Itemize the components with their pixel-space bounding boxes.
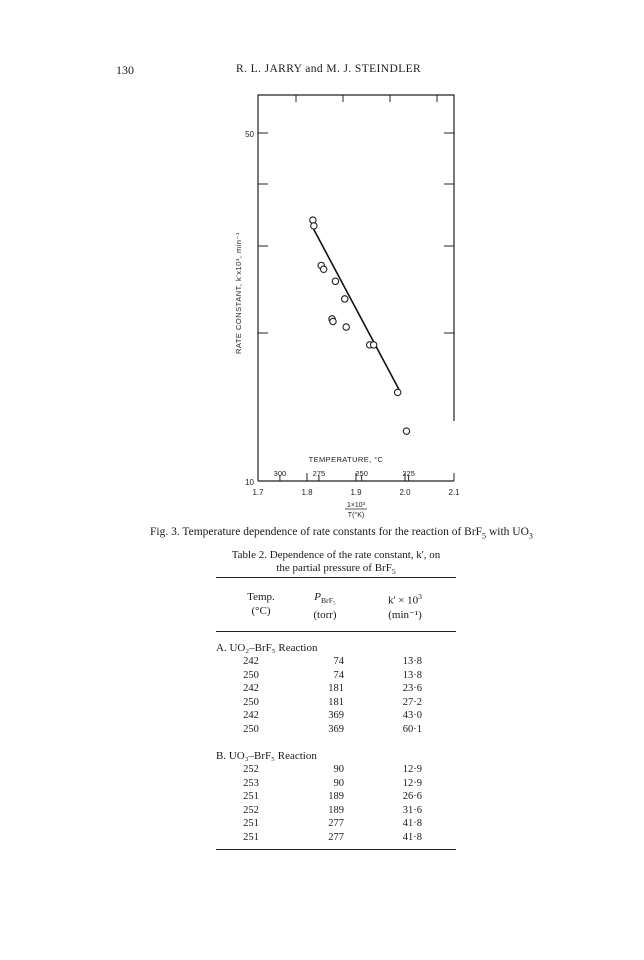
- table-cell-temp: 252: [243, 764, 259, 775]
- y-axis-label: RATE CONSTANT, k'x10³, min⁻¹: [234, 231, 243, 355]
- table-cell-rate: 31·6: [402, 804, 422, 816]
- table-top-rule: [216, 577, 456, 578]
- table-cell-temp: 251: [243, 818, 259, 830]
- table-caption: [216, 549, 456, 578]
- data-point-3: [320, 266, 326, 272]
- table-cell-temp: 250: [243, 724, 259, 735]
- table-cell-rate: 26·6: [402, 791, 422, 803]
- table-cell-pressure: 90: [333, 777, 344, 789]
- table-cell-rate: 41·8: [402, 818, 422, 830]
- data-point-8: [343, 324, 349, 330]
- data-point-1: [311, 223, 317, 229]
- temp-tick-label-0: 300: [273, 469, 287, 478]
- temp-tick-label-1: 275: [312, 469, 326, 478]
- table-cell-pressure: 181: [328, 696, 344, 708]
- section-title-a: A. UO₂–BrF₅ Reaction: [216, 642, 318, 654]
- table-cell-temp: 242: [243, 683, 259, 695]
- x-tick-label-0: 1.7: [252, 488, 264, 497]
- table-cell-pressure: 189: [328, 791, 344, 803]
- running-head-authors: R. L. JARRY and M. J. STEINDLER: [236, 63, 422, 75]
- x-tick-label-2: 1.9: [350, 488, 362, 497]
- x-label-denominator: T(°K): [347, 512, 365, 519]
- x-tick-label-3: 2.0: [399, 488, 411, 497]
- table-cell-pressure: 74: [333, 656, 344, 667]
- data-point-5: [342, 296, 348, 302]
- temperature-axis-title: TEMPERATURE, °C: [308, 455, 384, 464]
- table-cell-rate: 12·9: [402, 764, 422, 775]
- table-cell-pressure: 369: [328, 710, 344, 722]
- temp-tick-label-3: 225: [402, 469, 415, 478]
- page-number: 130: [116, 63, 134, 77]
- table-cell-rate: 13·8: [402, 656, 422, 667]
- table-cell-temp: 252: [243, 804, 259, 816]
- col-header-temp: Temp. (°C): [247, 591, 275, 617]
- data-point-11: [394, 389, 400, 395]
- plot-frame: [258, 95, 454, 481]
- table-bottom-rule: [216, 849, 456, 850]
- table-caption-line1: Table 2. Dependence of the rate constant, k', on: [231, 549, 441, 561]
- table-cell-pressure: 277: [328, 832, 344, 843]
- y-tick-label-50: 50: [245, 130, 254, 139]
- figure-caption: Fig. 3. Temperature dependence of rate constants for the reaction of BrF$_5$ with $UO_3$: [150, 526, 533, 541]
- table-cell-temp: 250: [243, 696, 259, 708]
- table-cell-pressure: 181: [328, 683, 344, 695]
- table-cell-rate: 43·0: [402, 710, 422, 722]
- temp-tick-label-2: 250: [355, 469, 368, 478]
- table-cell-rate: 23·6: [402, 683, 422, 695]
- x-tick-label-4: 2.1: [448, 488, 460, 497]
- table-cell-rate: 41·8: [402, 832, 422, 843]
- table-cell-pressure: 74: [333, 669, 344, 681]
- table-cell-pressure: 189: [328, 804, 344, 816]
- section-title-b: B. UO₃–BrF₅ Reaction: [216, 750, 317, 762]
- plot-border: [258, 95, 454, 481]
- x-label-numerator: 1×10³: [346, 502, 366, 509]
- table-cell-rate: 27·2: [402, 696, 422, 708]
- table-cell-temp: 250: [243, 669, 259, 681]
- table-cell-rate: 60·1: [402, 724, 422, 735]
- data-point-12: [403, 428, 409, 434]
- axis-ticks: [258, 95, 454, 481]
- x-tick-label-1: 1.8: [301, 488, 313, 497]
- table-cell-rate: 12·9: [402, 777, 422, 789]
- data-point-10: [370, 342, 376, 348]
- y-tick-label-10: 10: [245, 478, 254, 487]
- data-point-7: [330, 318, 336, 324]
- table-caption-line2: the partial pressure of BrF$_5$: [276, 562, 396, 577]
- data-point-4: [332, 278, 338, 284]
- data-marks: [310, 217, 410, 434]
- col-header-rate: $k' \times 10^3$ (min⁻¹): [387, 592, 423, 621]
- table-cell-pressure: 90: [333, 764, 344, 775]
- table-cell-rate: 13·8: [402, 669, 422, 681]
- table-cell-pressure: 369: [328, 724, 344, 735]
- fit-line: [312, 226, 400, 391]
- table-cell-temp: 253: [243, 777, 259, 789]
- table-cell-pressure: 277: [328, 818, 344, 830]
- table-cell-temp: 251: [243, 791, 259, 803]
- table-cell-temp: 242: [243, 656, 259, 667]
- table-cell-temp: 251: [243, 832, 259, 843]
- table-cell-temp: 242: [243, 710, 259, 722]
- table-header-rule: [216, 631, 456, 632]
- col-header-pressure: $P_{BrF_5}$ (torr): [313, 591, 337, 622]
